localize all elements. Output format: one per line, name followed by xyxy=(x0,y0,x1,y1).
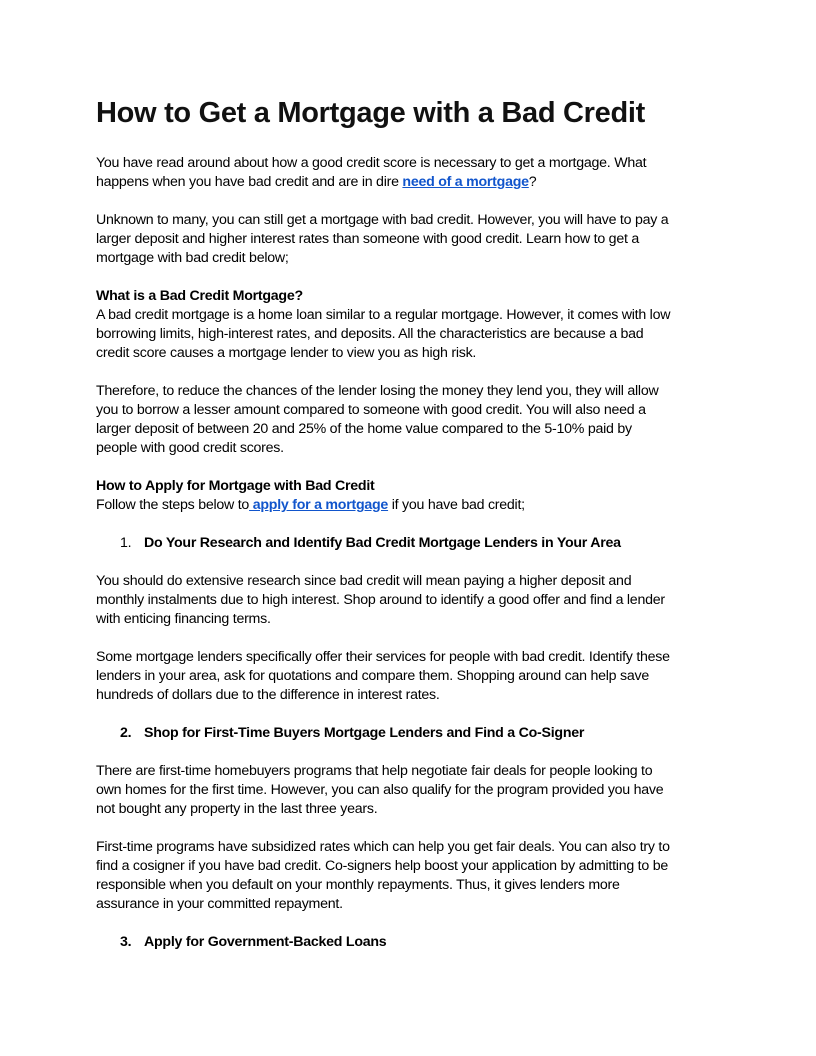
paragraph-line: you to borrow a lesser amount compared to someone with good credit. You will also need a xyxy=(96,402,646,418)
text: if you have bad credit; xyxy=(388,497,525,513)
paragraph-line xyxy=(96,496,736,515)
step-title: Do Your Research and Identify Bad Credit Mortgage Lenders in Your Area xyxy=(144,535,621,551)
step-item xyxy=(96,724,736,743)
step-number: 1. xyxy=(120,535,132,551)
paragraph-line xyxy=(96,173,736,192)
paragraph-line: credit score causes a mortgage lender to view you as high risk. xyxy=(96,345,477,361)
paragraph-line: mortgage with bad credit below; xyxy=(96,250,289,266)
paragraph-line: Therefore, to reduce the chances of the lender losing the money they lend you, they will allow xyxy=(96,383,659,399)
paragraph-line: people with good credit scores. xyxy=(96,440,284,456)
paragraph-line: You have read around about how a good credit score is necessary to get a mortgage. What xyxy=(96,155,647,171)
paragraph-line: You should do extensive research since bad credit will mean paying a higher deposit and xyxy=(96,573,632,589)
paragraph-line: larger deposit and higher interest rates than someone with good credit. Learn how to get a xyxy=(96,231,639,247)
step-number: 2. xyxy=(120,725,132,741)
step-item xyxy=(96,933,736,952)
page-title: How to Get a Mortgage with a Bad Credit xyxy=(96,97,646,129)
text: ? xyxy=(528,174,537,190)
paragraph-line: assurance in your committed repayment. xyxy=(96,896,343,912)
paragraph-line: lenders in your area, ask for quotations and compare them. Shopping around can help save xyxy=(96,668,649,684)
paragraph-line: hundreds of dollars due to the difference in interest rates. xyxy=(96,687,440,703)
section-heading: What is a Bad Credit Mortgage? xyxy=(96,288,303,304)
paragraph-line: responsible when you default on your monthly repayments. Thus, it gives lenders more xyxy=(96,877,620,893)
step-item xyxy=(96,534,736,553)
paragraph-line: Unknown to many, you can still get a mortgage with bad credit. However, you will have to pay a xyxy=(96,212,669,228)
paragraph-line: There are first-time homebuyers programs that help negotiate fair deals for people looking to xyxy=(96,763,653,779)
apply-for-a-mortgage-link[interactable]: apply for a mortgage xyxy=(249,497,389,513)
text: happens when you have bad credit and are in dire xyxy=(96,174,403,190)
paragraph-line: borrowing limits, high-interest rates, and deposits. All the characteristics are because a bad xyxy=(96,326,644,342)
paragraph-line: Some mortgage lenders specifically offer their services for people with bad credit. Identify these xyxy=(96,649,670,665)
step-title: Shop for First-Time Buyers Mortgage Lenders and Find a Co-Signer xyxy=(144,725,585,741)
paragraph-line: not bought any property in the last three years. xyxy=(96,801,378,817)
section-heading: How to Apply for Mortgage with Bad Credit xyxy=(96,478,375,494)
paragraph-line: with enticing financing terms. xyxy=(96,611,271,627)
paragraph-line: monthly instalments due to high interest. Shop around to identify a good offer and find a lender xyxy=(96,592,665,608)
paragraph-line: larger deposit of between 20 and 25% of the home value compared to the 5-10% paid by xyxy=(96,421,632,437)
paragraph-line: A bad credit mortgage is a home loan similar to a regular mortgage. However, it comes with low xyxy=(96,307,671,323)
paragraph-line: First-time programs have subsidized rates which can help you get fair deals. You can also try to xyxy=(96,839,670,855)
step-number: 3. xyxy=(120,934,132,950)
document-body xyxy=(96,154,736,952)
paragraph-line: own homes for the first time. However, you can also qualify for the program provided you have xyxy=(96,782,664,798)
paragraph-line: find a cosigner if you have bad credit. Co-signers help boost your application by admitting to be xyxy=(96,858,668,874)
text: Follow the steps below to xyxy=(96,497,250,513)
need-of-a-mortgage-link[interactable]: need of a mortgage xyxy=(402,174,529,190)
step-title: Apply for Government-Backed Loans xyxy=(144,934,387,950)
